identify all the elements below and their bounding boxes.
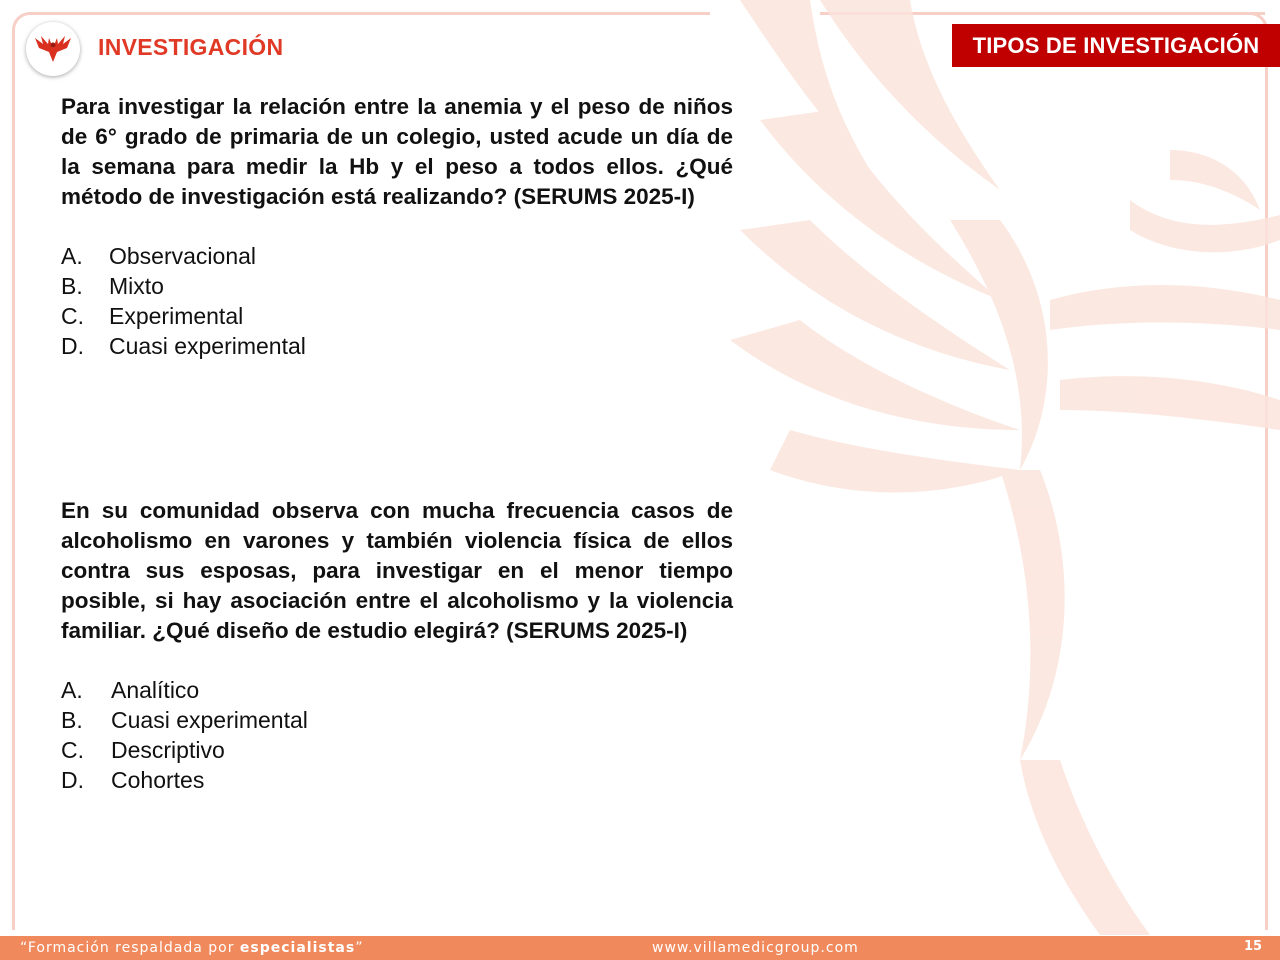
option-item xyxy=(61,735,308,765)
option-letter: D. xyxy=(61,333,84,359)
option-item xyxy=(61,675,308,705)
option-letter: C. xyxy=(61,737,84,763)
logo xyxy=(26,22,80,76)
option-text: Analítico xyxy=(111,677,200,703)
option-item xyxy=(61,271,306,301)
phoenix-watermark-icon xyxy=(700,0,1280,935)
option-item xyxy=(61,331,306,361)
option-letter: B. xyxy=(61,707,83,733)
page-number: 15 xyxy=(1244,939,1263,954)
option-letter: B. xyxy=(61,273,83,299)
footer-tagline-bold: especialistas xyxy=(239,940,356,956)
option-letter: D. xyxy=(61,767,84,793)
footer-tagline-suffix: ” xyxy=(355,940,364,956)
phoenix-logo-icon xyxy=(33,32,73,66)
question-1-text: Para investigar la relación entre la anemia y el peso de niños de 6° grado de primaria de un colegio, usted acude un día de la semana para medir la Hb y el peso a todos ellos. ¿Qué método de investigación está realizando? (SERUMS 2025-I) xyxy=(61,94,733,209)
option-text: Mixto xyxy=(109,273,164,299)
footer-tagline xyxy=(20,940,363,956)
option-text: Cuasi experimental xyxy=(109,333,306,359)
question-2-options xyxy=(61,675,308,795)
question-2-text: En su comunidad observa con mucha frecuencia casos de alcoholismo en varones y también violencia física de ellos contra sus esposas, para investigar en el menor tiempo posible, si hay asociación entre el alcoholismo y la violencia familiar. ¿Qué diseño de estudio elegirá? (SERUMS 2025-I) xyxy=(61,498,733,643)
option-text: Descriptivo xyxy=(111,737,225,763)
page-title: INVESTIGACIÓN xyxy=(98,34,284,60)
option-item xyxy=(61,301,306,331)
option-letter: C. xyxy=(61,303,84,329)
footer-bar xyxy=(0,936,1280,960)
option-text: Cohortes xyxy=(111,767,205,793)
option-item xyxy=(61,705,308,735)
option-letter: A. xyxy=(61,677,83,703)
option-item xyxy=(61,241,306,271)
option-text: Observacional xyxy=(109,243,257,269)
frame-line-top xyxy=(30,12,710,15)
footer-tagline-prefix: “Formación respaldada por xyxy=(20,940,240,956)
option-item xyxy=(61,765,308,795)
section-badge: TIPOS DE INVESTIGACIÓN xyxy=(952,24,1280,67)
option-letter: A. xyxy=(61,243,83,269)
option-text: Cuasi experimental xyxy=(111,707,308,733)
footer-website-link[interactable]: www.villamedicgroup.com xyxy=(652,940,859,956)
option-text: Experimental xyxy=(109,303,244,329)
frame-line-left xyxy=(12,30,15,930)
question-1-options xyxy=(61,241,306,361)
